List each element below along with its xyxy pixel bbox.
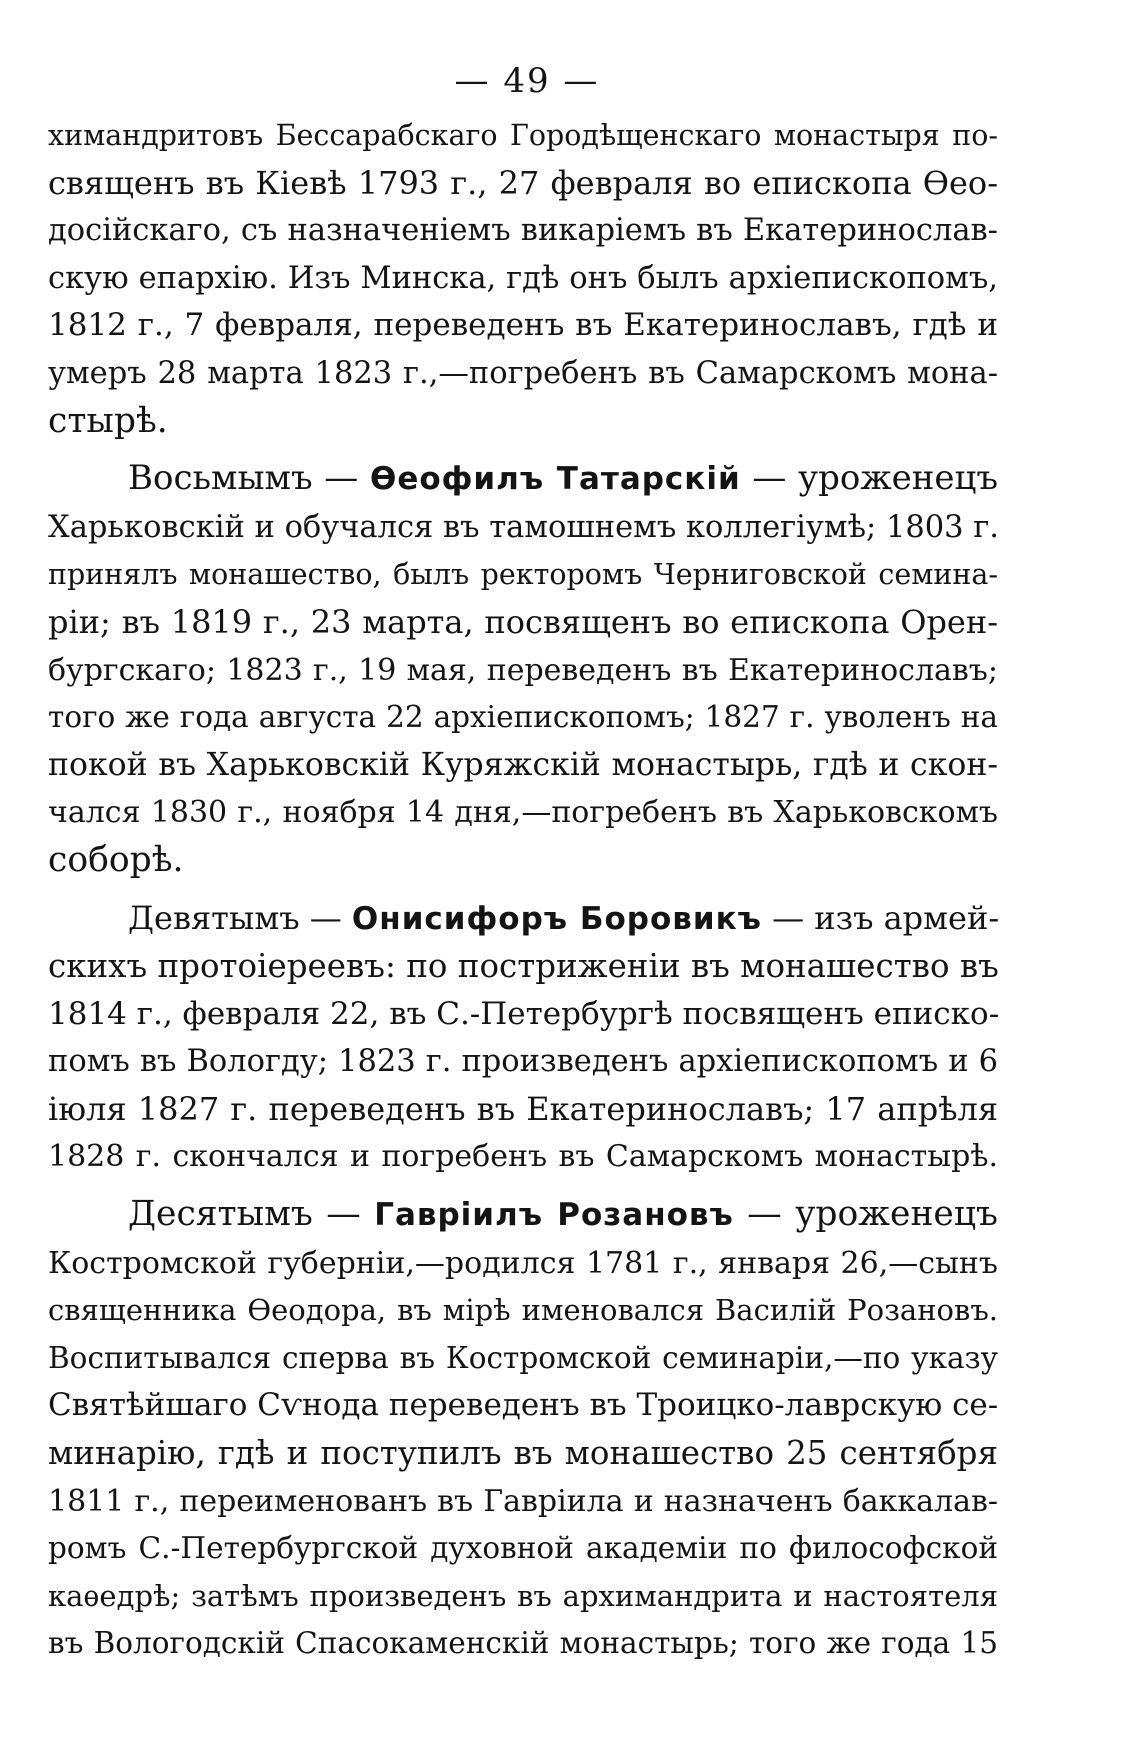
text-line: химандритовъ Бессарабскаго Городѣщенскаго монастыря по- <box>48 119 998 152</box>
text-line: досійскаго, съ назначеніемъ викаріемъ въ Екатеринослав- <box>48 213 998 249</box>
text-line: 1828 г. скончался и погребенъ въ Самарскомъ монастырѣ. <box>48 1139 998 1175</box>
text-line: умеръ 28 марта 1823 г.,—погребенъ въ Самарскомъ мона- <box>48 355 998 391</box>
text-line: ріи; въ 1819 г., 23 марта, посвященъ во епископа Орен- <box>48 602 998 641</box>
text-line: Костромской губерніи,—родился 1781 г., января 26,—сынъ <box>48 1245 998 1281</box>
text-line: помъ въ Вологду; 1823 г. произведенъ архіепископомъ и 6 <box>48 1044 998 1080</box>
text-line: принялъ монашество, былъ ректоромъ Черниговской семина- <box>48 558 998 592</box>
text-line: чался 1830 г., ноября 14 дня,—погребенъ въ Харьковскомъ <box>48 795 998 831</box>
text-line: іюля 1827 г. переведенъ въ Екатеринославъ; 17 апрѣля <box>48 1089 998 1128</box>
text-line: Святѣйшаго Сѵнода переведенъ въ Троицко-лаврскую се- <box>48 1387 999 1424</box>
text-line: священника Ѳеодора, въ мірѣ именовался Василій Розановъ. <box>48 1293 998 1328</box>
text-line: бургскаго; 1823 г., 19 мая, переведенъ въ Екатеринославъ; <box>48 652 998 688</box>
page-body <box>48 112 998 1668</box>
paragraph-gavriil <box>48 1191 998 1668</box>
text-line: скихъ протоіереевъ: по постриженіи въ монашество въ <box>48 947 999 986</box>
text-line: соборѣ. <box>48 839 184 880</box>
paragraph-first-line <box>48 455 998 504</box>
intro-continuation: — уроженецъ <box>733 1194 998 1235</box>
text-line: Харьковскій и обучался въ тамошнемъ коллегіумѣ; 1803 г. <box>48 509 999 545</box>
text-line: стырѣ. <box>48 400 168 441</box>
book-page <box>48 50 998 1678</box>
text-line: 1811 г., переименованъ въ Гавріила и назначенъ баккалав- <box>48 1483 998 1519</box>
bishop-name: Онисифоръ Боровикъ <box>351 900 762 937</box>
text-line: каѳедрѣ; затѣмъ произведенъ въ архимандрита и настоятеля <box>48 1578 998 1613</box>
paragraph-feofil <box>48 455 998 884</box>
bishop-name: Гавріилъ Розановъ <box>374 1197 734 1234</box>
text-line: скую епархію. Изъ Минска, гдѣ онъ былъ архіепископомъ, <box>48 260 998 296</box>
text-line: покой въ Харьковскій Куряжскій монастырь, гдѣ и скон- <box>48 746 998 783</box>
ordinal-intro: Десятымъ — <box>128 1194 375 1235</box>
text-line: того же года августа 22 архіепископомъ; 1827 г. уволенъ на <box>48 700 998 735</box>
paragraph-onisifor <box>48 895 998 1182</box>
paragraph-first-line <box>48 895 998 944</box>
intro-continuation: — изъ армей- <box>761 898 1000 937</box>
text-line: въ Вологодскій Спасокаменскій монастырь; того же года 15 <box>48 1626 998 1661</box>
ordinal-intro: Девятымъ — <box>128 898 352 937</box>
bishop-name: Ѳеофилъ Татарскій <box>369 461 741 498</box>
paragraph-first-line <box>48 1191 998 1240</box>
ordinal-intro: Восьмымъ — <box>128 458 370 499</box>
text-line: ромъ С.-Петербургской духовной академіи по философской <box>48 1531 998 1566</box>
text-line: Воспитывался сперва въ Костромской семинаріи,—по указу <box>48 1340 998 1375</box>
text-line: минарію, гдѣ и поступилъ въ монашество 25 сентября <box>48 1434 998 1473</box>
text-line: 1812 г., 7 февраля, переведенъ въ Екатеринославъ, гдѣ и <box>48 307 998 344</box>
text-line: священъ въ Кіевѣ 1793 г., 27 февраля во епископа Ѳео- <box>48 163 998 202</box>
page-number: — 49 — <box>454 61 600 101</box>
intro-continuation: — уроженецъ <box>740 458 998 499</box>
paragraph-continuation <box>48 112 998 445</box>
text-line: 1814 г., февраля 22, въ С.-Петербургѣ посвященъ еписко- <box>48 995 1000 1032</box>
